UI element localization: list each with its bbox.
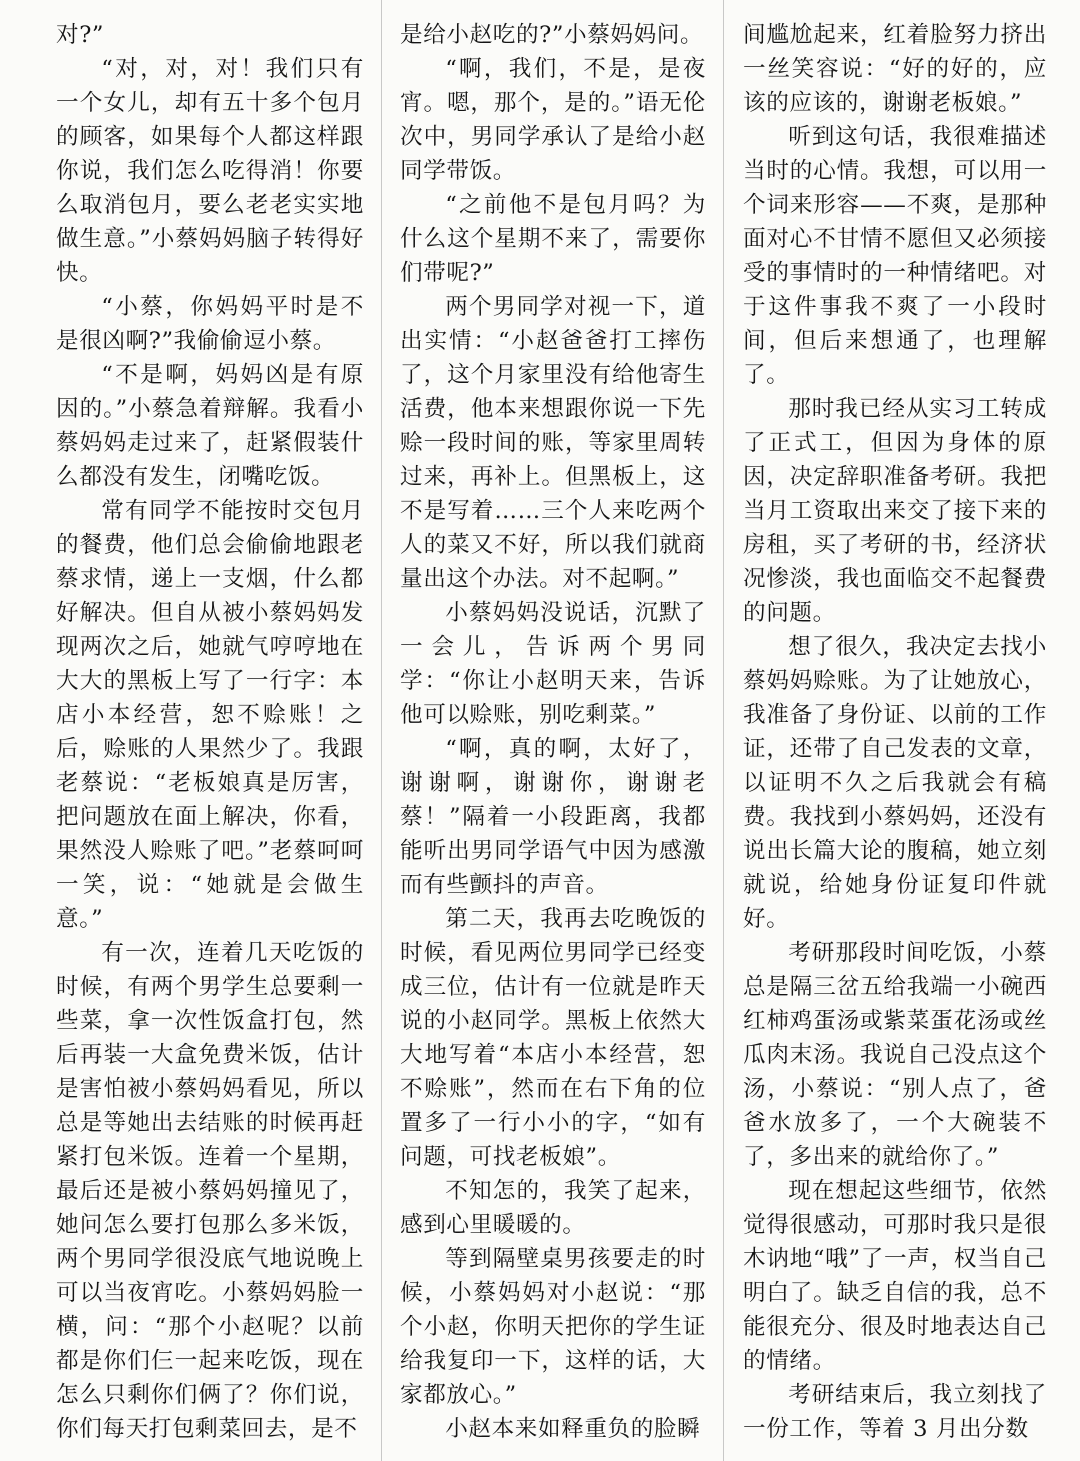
paragraph: 有一次，连着几天吃饭的时候，有两个男学生总要剩一些菜，拿一次性饭盒打包，然后再装一大盒免费米饭，估计是害怕被小蔡妈妈看见，所以总是等她出去结账的时候再赶紧打包米饭。连着一个星期，最后还是被小蔡妈妈撞见了，她问怎么要打包那么多米饭，两个男同学很没底气地说晚上可以当夜宵吃。小蔡妈妈脸一横，问：“那个小赵呢？以前都是你们仨一起来吃饭，现在怎么只剩你们俩了？你们说，你们每天打包剩菜回去，是不 <box>56 940 364 1442</box>
paragraph: 等到隔壁桌男孩要走的时候，小蔡妈妈对小赵说：“那个小赵，你明天把你的学生证给我复印一下，这样的话，大家都放心。” <box>400 1246 706 1408</box>
paragraph: “啊，真的啊，太好了，谢谢啊，谢谢你，谢谢老蔡！”隔着一小段距离，我都能听出男同学语气中因为感激而有些颤抖的声音。 <box>400 736 706 898</box>
column-divider <box>723 0 724 1461</box>
paragraph: 小赵本来如释重负的脸瞬 <box>445 1416 701 1442</box>
paragraph: 听到这句话，我很难描述当时的心情。我想，可以用一个词来形容——不爽，是那种面对心不甘情不愿但又必须接受的事情时的一种情绪吧。对于这件事我不爽了一小段时间，但后来想通了，也理解了。 <box>743 124 1047 388</box>
paragraph: 是给小赵吃的?”小蔡妈妈问。 <box>400 22 704 48</box>
text-column-3 <box>743 18 1047 1446</box>
paragraph: 考研结束后，我立刻找了一份工作，等着 3 月出分数 <box>743 1382 1047 1442</box>
text-column-2 <box>400 18 706 1446</box>
paragraph: 间尴尬起来，红着脸努力挤出一丝笑容说：“好的好的，应该的应该的，谢谢老板娘。” <box>743 22 1047 116</box>
paragraph: “对，对，对！我们只有一个女儿，却有五十多个包月的顾客，如果每个人都这样跟你说，我们怎么吃得消！你要么取消包月，要么老老实实地做生意。”小蔡妈妈脑子转得好快。 <box>56 56 364 286</box>
paragraph: “之前他不是包月吗？为什么这个星期不来了，需要你们带呢?” <box>400 192 706 286</box>
paragraph: “小蔡，你妈妈平时是不是很凶啊?”我偷偷逗小蔡。 <box>56 294 364 354</box>
paragraph: 对?” <box>56 22 105 48</box>
column-divider <box>381 0 382 1461</box>
paragraph: 小蔡妈妈没说话，沉默了一会儿，告诉两个男同学：“你让小赵明天来，告诉他可以赊账，别吃剩菜。” <box>400 600 706 728</box>
paragraph: “不是啊，妈妈凶是有原因的。”小蔡急着辩解。我看小蔡妈妈走过来了，赶紧假装什么都没有发生，闭嘴吃饭。 <box>56 362 364 490</box>
paragraph: 想了很久，我决定去找小蔡妈妈赊账。为了让她放心，我准备了身份证、以前的工作证，还带了自己发表的文章，以证明不久之后我就会有稿费。我找到小蔡妈妈，还没有说出长篇大论的腹稿，她立刻就说，给她身份证复印件就好。 <box>743 634 1047 932</box>
paragraph: 常有同学不能按时交包月的餐费，他们总会偷偷地跟老蔡求情，递上一支烟，什么都好解决。但自从被小蔡妈妈发现两次之后，她就气哼哼地在大大的黑板上写了一行字：本店小本经营，恕不赊账！之后，赊账的人果然少了。我跟老蔡说：“老板娘真是厉害，把问题放在面上解决，你看，果然没人赊账了吧。”老蔡呵呵一笑，说：“她就是会做生意。” <box>56 498 364 932</box>
paragraph: 两个男同学对视一下，道出实情：“小赵爸爸打工摔伤了，这个月家里没有给他寄生活费，他本来想跟你说一下先赊一段时间的账，等家里周转过来，再补上。但黑板上，这不是写着……三个人来吃两个人的菜又不好，所以我们就商量出这个办法。对不起啊。” <box>400 294 706 592</box>
text-column-1 <box>56 18 364 1446</box>
paragraph: 现在想起这些细节，依然觉得很感动，可那时我只是很木讷地“哦”了一声，权当自己明白了。缺乏自信的我，总不能很充分、很及时地表达自己的情绪。 <box>743 1178 1047 1374</box>
paragraph: 考研那段时间吃饭，小蔡总是隔三岔五给我端一小碗西红柿鸡蛋汤或紫菜蛋花汤或丝瓜肉末汤。我说自己没点这个汤，小蔡说：“别人点了，爸爸水放多了，一个大碗装不了，多出来的就给你了。” <box>743 940 1047 1170</box>
paragraph: 那时我已经从实习工转成了正式工，但因为身体的原因，决定辞职准备考研。我把当月工资取出来交了接下来的房租，买了考研的书，经济状况惨淡，我也面临交不起餐费的问题。 <box>743 396 1047 626</box>
paragraph: 第二天，我再去吃晚饭的时候，看见两位男同学已经变成三位，估计有一位就是昨天说的小赵同学。黑板上依然大大地写着“本店小本经营，恕不赊账”，然而在右下角的位置多了一行小小的字，“如有问题，可找老板娘”。 <box>400 906 706 1170</box>
paragraph: 不知怎的，我笑了起来，感到心里暖暖的。 <box>400 1178 706 1238</box>
paragraph: “啊，我们，不是，是夜宵。嗯，那个，是的。”语无伦次中，男同学承认了是给小赵同学带饭。 <box>400 56 706 184</box>
